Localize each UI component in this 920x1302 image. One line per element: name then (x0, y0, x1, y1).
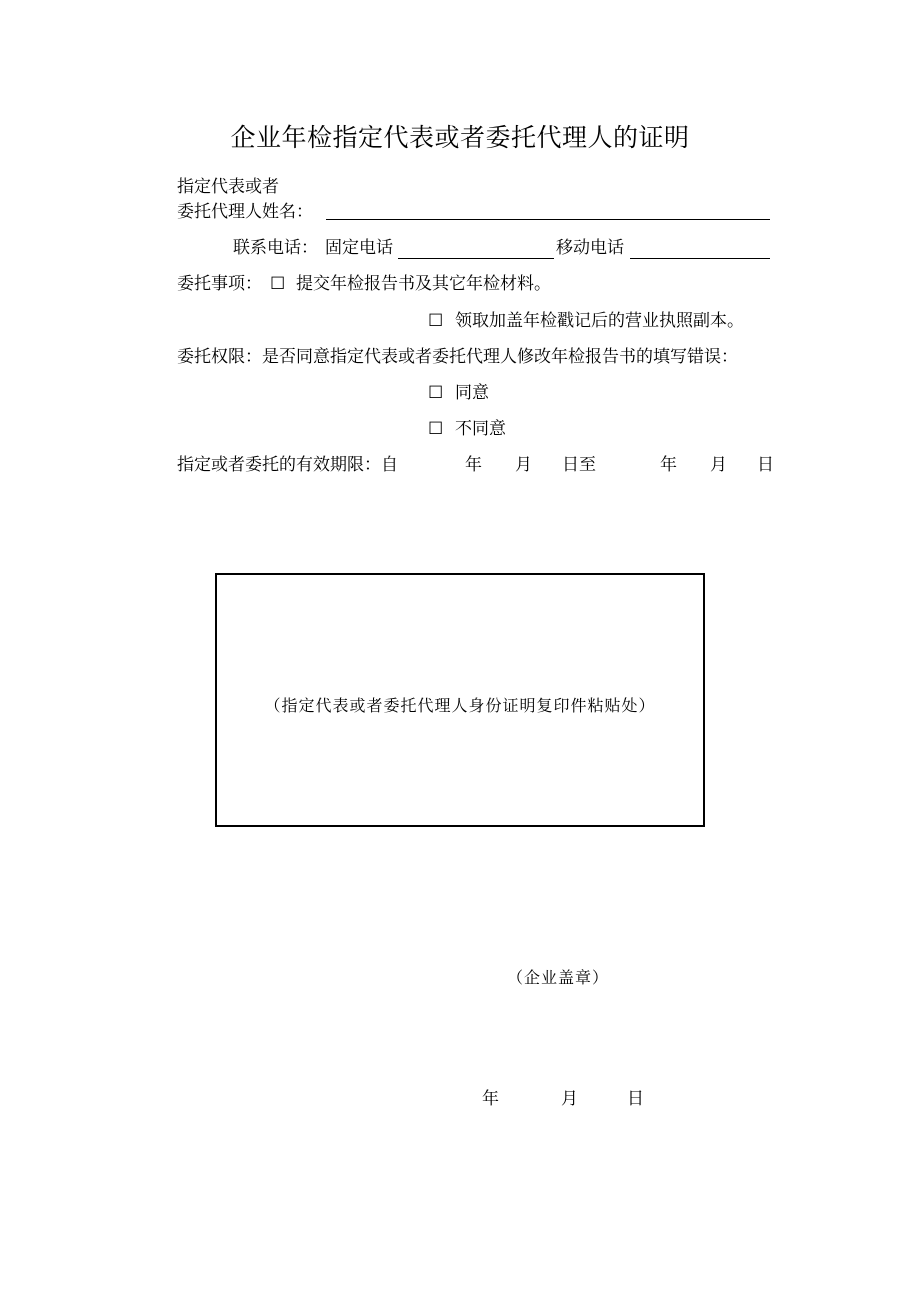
matter-checkbox-1[interactable]: ☐ (270, 274, 286, 294)
agree-option: 同意 (455, 383, 489, 403)
date-day: 日 (627, 1089, 644, 1109)
document-title: 企业年检指定代表或者委托代理人的证明 (230, 123, 690, 152)
matter-item-2: 领取加盖年检戳记后的营业执照副本。 (455, 311, 744, 331)
mobile-label: 移动电话 (556, 238, 624, 258)
validity-day-end: 日 (757, 455, 774, 475)
validity-day-to: 日至 (562, 455, 596, 475)
name-label-line2: 委托代理人姓名： (177, 202, 313, 222)
date-month: 月 (561, 1089, 578, 1109)
name-label-line1: 指定代表或者 (177, 177, 279, 197)
contact-label: 联系电话： (233, 238, 318, 258)
agree-checkbox[interactable]: ☐ (428, 383, 444, 403)
date-year: 年 (482, 1089, 499, 1109)
validity-month-to: 月 (710, 455, 727, 475)
validity-year-from: 年 (465, 455, 482, 475)
matter-checkbox-2[interactable]: ☐ (428, 311, 444, 331)
id-copy-caption: （指定代表或者委托代理人身份证明复印件粘贴处） (264, 696, 656, 715)
name-underline[interactable] (326, 219, 770, 220)
matters-label: 委托事项： (177, 274, 262, 294)
matter-item-1: 提交年检报告书及其它年检材料。 (296, 274, 551, 294)
validity-label: 指定或者委托的有效期限：自 (177, 455, 398, 475)
validity-year-to: 年 (660, 455, 677, 475)
landline-underline[interactable] (398, 258, 554, 259)
validity-month-from: 月 (515, 455, 532, 475)
disagree-checkbox[interactable]: ☐ (428, 419, 444, 439)
company-seal-label: （企业盖章） (507, 968, 610, 987)
id-copy-paste-box (215, 573, 705, 827)
authority-label: 委托权限：是否同意指定代表或者委托代理人修改年检报告书的填写错误： (177, 347, 738, 367)
landline-label: 固定电话 (325, 238, 393, 258)
disagree-option: 不同意 (455, 419, 506, 439)
mobile-underline[interactable] (630, 258, 770, 259)
